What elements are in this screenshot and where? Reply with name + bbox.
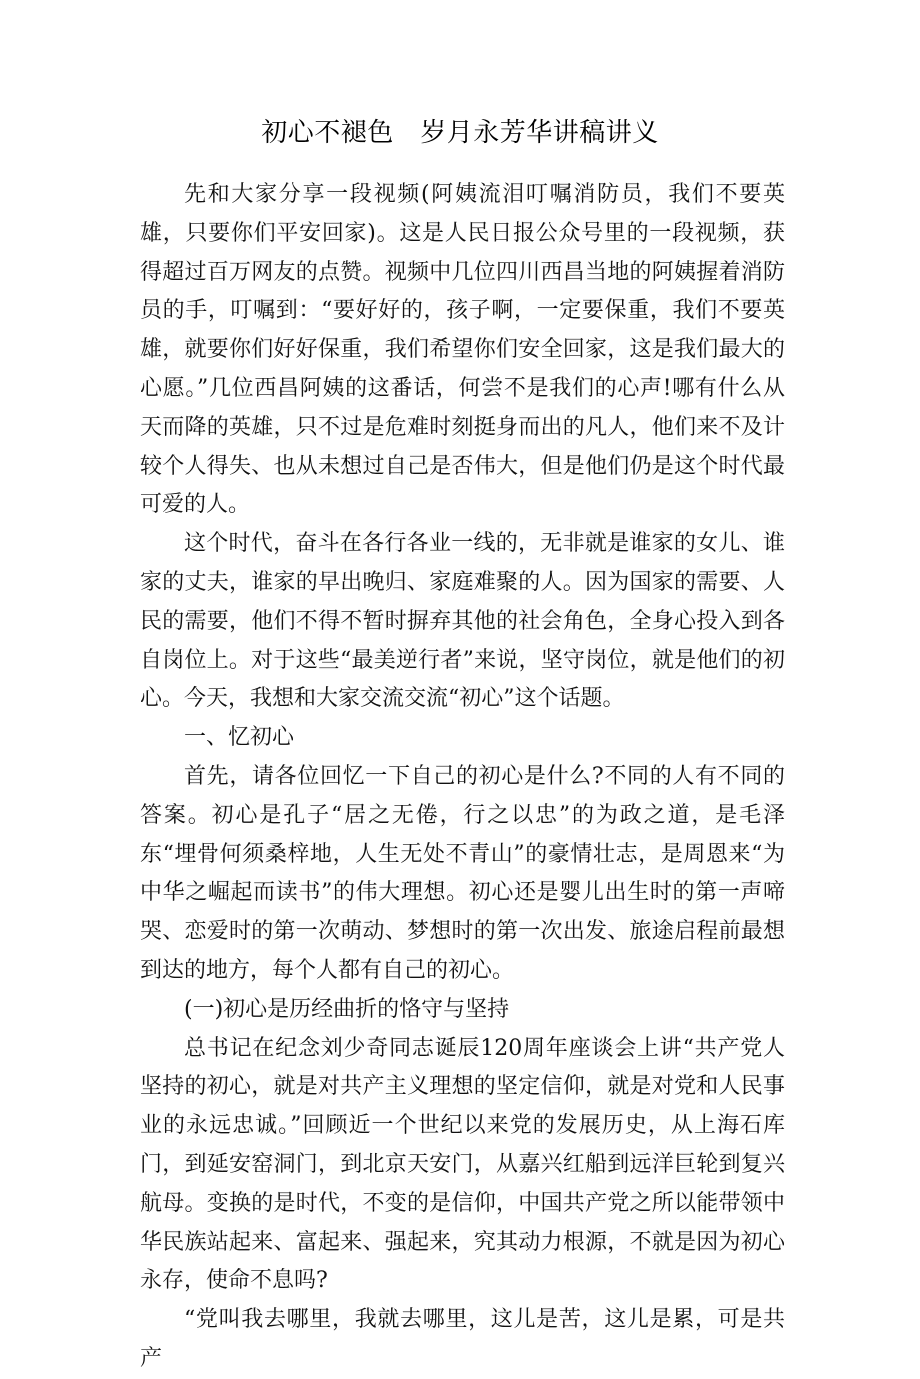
paragraph-video-intro: 先和大家分享一段视频(阿姨流泪叮嘱消防员，我们不要英雄，只要你们平安回家)。这是人民日报公众号里的一段视频，获得超过百万网友的点赞。视频中几位四川西昌当地的阿姨握着消防员的手，叮嘱到：“要好好的，孩子啊，一定要保重，我们不要英雄，就要你们好好保重，我们希望你们安全回家，这是我们最大的心愿。”几位西昌阿姨的这番话，何尝不是我们的心声!哪有什么从天而降的英雄，只不过是危难时刻挺身而出的凡人，他们来不及计较个人得失、也从未想过自己是否伟大，但是他们仍是这个时代最可爱的人。 bbox=[140, 182, 785, 518]
document-body bbox=[140, 176, 785, 1379]
paragraph-quote-start: “党叫我去哪里，我就去哪里，这儿是苦，这儿是累，可是共产 bbox=[140, 1307, 785, 1371]
paragraph-recall: 首先，请各位回忆一下自己的初心是什么?不同的人有不同的答案。初心是孔子“居之无倦，行之以忠”的为政之道，是毛泽东“埋骨何须桑梓地，人生无处不青山”的豪情壮志，是周恩来“为中华之崛起而读书”的伟大理想。初心还是婴儿出生时的第一声啼哭、恋爱时的第一次萌动、梦想时的第一次出发、旅途启程前最想到达的地方，每个人都有自己的初心。 bbox=[140, 763, 785, 983]
paragraph-era: 这个时代，奋斗在各行各业一线的，无非就是谁家的女儿、谁家的丈夫，谁家的早出晚归、家庭难聚的人。因为国家的需要、人民的需要，他们不得不暂时摒弃其他的社会角色，全身心投入到各自岗位上。对于这些“最美逆行者”来说，坚守岗位，就是他们的初心。今天，我想和大家交流交流“初心”这个话题。 bbox=[140, 531, 785, 712]
section-heading-recall: 一、忆初心 bbox=[184, 725, 295, 751]
document-title: 初心不褪色 岁月永芳华讲稿讲义 bbox=[261, 118, 659, 148]
paragraph-general-secretary: 总书记在纪念刘少奇同志诞辰120周年座谈会上讲“共产党人坚持的初心，就是对共产主义理想的坚定信仰，就是对党和人民事业的永远忠诚。”回顾近一个世纪以来党的发展历史，从上海石库门，到延安窑洞门，到北京天安门，从嘉兴红船到远洋巨轮到复兴航母。变换的是时代，不变的是信仰，中国共产党之所以能带领中华民族站起来、富起来、强起来，究其动力根源，不就是因为初心永存，使命不息吗? bbox=[140, 1035, 785, 1294]
subsection-heading-persistence: (一)初心是历经曲折的恪守与坚持 bbox=[184, 996, 510, 1022]
